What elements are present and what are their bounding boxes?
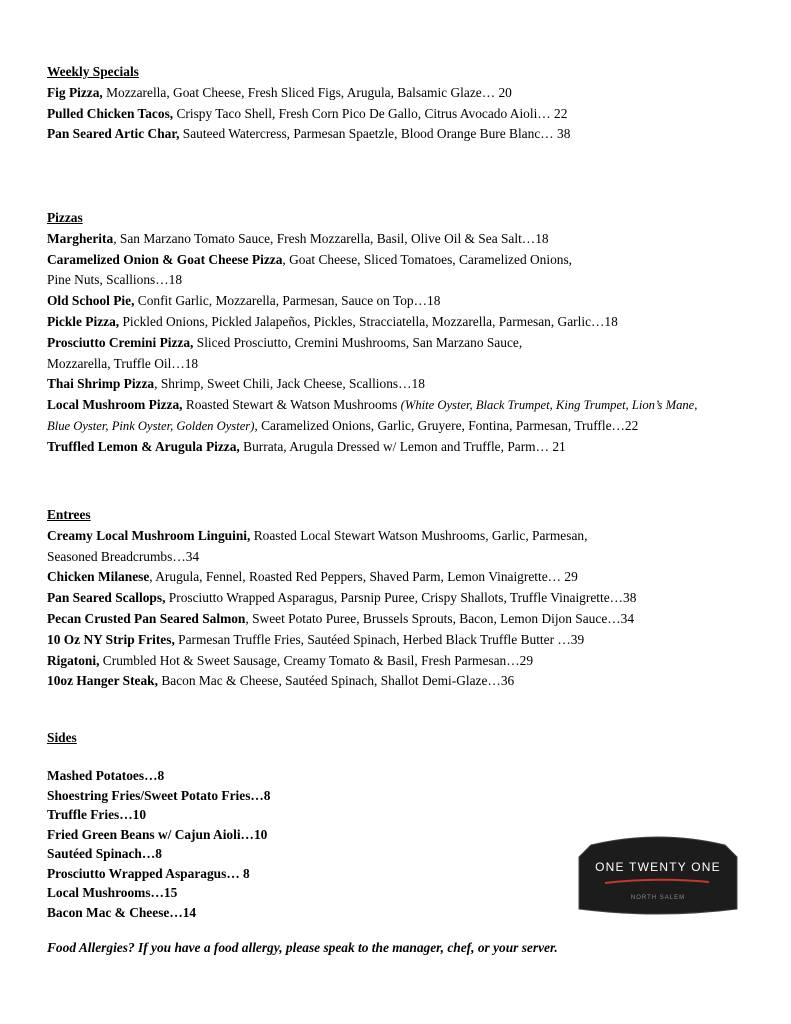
- item-desc: Pickled Onions, Pickled Jalapeños, Pickles, Stracciatella, Mozzarella, Parmesan, Garlic…18: [119, 313, 618, 329]
- menu-item: [47, 374, 751, 395]
- item-desc: Crumbled Hot & Sweet Sausage, Creamy Tomato & Basil, Fresh Parmesan…29: [99, 652, 534, 668]
- item-desc: , Shrimp, Sweet Chili, Jack Cheese, Scallions…18: [154, 376, 425, 392]
- item-desc: Mozzarella, Goat Cheese, Fresh Sliced Figs, Arugula, Balsamic Glaze… 20: [102, 84, 512, 100]
- weekly-specials-section: [47, 62, 751, 145]
- allergy-notice: Food Allergies? If you have a food allergy, please speak to the manager, chef, or your server.: [47, 940, 558, 955]
- menu-item: [47, 567, 751, 588]
- side-item: Shoestring Fries/Sweet Potato Fries…8: [47, 787, 271, 803]
- side-item: Prosciutto Wrapped Asparagus… 8: [47, 865, 250, 881]
- item-name: Caramelized Onion & Goat Cheese Pizza: [47, 251, 283, 267]
- menu-item: [47, 630, 751, 651]
- item-varieties: Blue Oyster, Pink Oyster, Golden Oyster): [47, 418, 255, 433]
- item-desc: , San Marzano Tomato Sauce, Fresh Mozzarella, Basil, Olive Oil & Sea Salt…18: [113, 230, 549, 246]
- item-desc: Prosciutto Wrapped Asparagus, Parsnip Puree, Crispy Shallots, Truffle Vinaigrette…38: [165, 590, 637, 606]
- menu-item: [47, 526, 751, 547]
- menu-item: [47, 395, 751, 416]
- item-name: 10 Oz NY Strip Frites,: [47, 631, 175, 647]
- menu-item: [47, 671, 751, 692]
- item-name: Margherita: [47, 230, 114, 246]
- item-desc: , Sweet Potato Puree, Brussels Sprouts, Bacon, Lemon Dijon Sauce…34: [245, 610, 635, 626]
- logo-badge-icon: [577, 827, 739, 917]
- item-name: Prosciutto Cremini Pizza,: [47, 334, 194, 350]
- item-desc: Crispy Taco Shell, Fresh Corn Pico De Gallo, Citrus Avocado Aioli… 22: [173, 105, 568, 121]
- allergy-notice-block: [47, 938, 751, 959]
- pizzas-heading: Pizzas: [47, 210, 83, 225]
- item-varieties: (White Oyster, Black Trumpet, King Trumpet, Lion’s Mane,: [400, 398, 698, 413]
- side-item: Sautéed Spinach…8: [47, 846, 162, 861]
- svg-text:ONE TWENTY ONE: ONE TWENTY ONE: [595, 860, 721, 874]
- entrees-heading: Entrees: [47, 507, 91, 522]
- item-desc: Bacon Mac & Cheese, Sautéed Spinach, Shallot Demi-Glaze…36: [157, 673, 515, 689]
- menu-item: [47, 250, 751, 271]
- item-name: Pulled Chicken Tacos,: [47, 105, 174, 121]
- menu-item-continuation: [47, 416, 751, 437]
- item-name: Fig Pizza,: [47, 84, 103, 100]
- item-name: Rigatoni,: [47, 652, 100, 668]
- menu-item: [47, 609, 751, 630]
- item-desc: Roasted Local Stewart Watson Mushrooms, Garlic, Parmesan,: [250, 527, 588, 543]
- restaurant-logo: [577, 827, 739, 917]
- item-desc: Sauteed Watercress, Parmesan Spaetzle, Blood Orange Bure Blanc… 38: [179, 126, 571, 142]
- menu-item-continuation: Pine Nuts, Scallions…18: [47, 272, 183, 288]
- menu-item: [47, 83, 751, 104]
- menu-item: [47, 124, 751, 145]
- side-item: Fried Green Beans w/ Cajun Aioli…10: [47, 826, 268, 842]
- menu-item: [47, 651, 751, 672]
- sides-heading-block: [47, 728, 751, 749]
- menu-item: [47, 588, 751, 609]
- item-name: Chicken Milanese: [47, 569, 150, 585]
- menu-item: [47, 229, 751, 250]
- sides-heading: Sides: [47, 730, 77, 745]
- item-name: Creamy Local Mushroom Linguini,: [47, 527, 251, 543]
- item-name: Pan Seared Scallops,: [47, 590, 166, 606]
- side-item: Bacon Mac & Cheese…14: [47, 904, 197, 920]
- item-name: Old School Pie,: [47, 293, 135, 309]
- weekly-specials-heading: Weekly Specials: [47, 64, 139, 79]
- item-desc: , Caramelized Onions, Garlic, Gruyere, Fontina, Parmesan, Truffle…22: [254, 417, 639, 433]
- side-item: Local Mushrooms…15: [47, 885, 178, 900]
- item-desc: Roasted Stewart & Watson Mushrooms: [182, 397, 401, 413]
- menu-item: [47, 291, 751, 312]
- item-desc: , Arugula, Fennel, Roasted Red Peppers, Shaved Parm, Lemon Vinaigrette… 29: [149, 569, 578, 585]
- item-name: Thai Shrimp Pizza: [47, 376, 155, 392]
- item-name: Local Mushroom Pizza,: [47, 397, 183, 413]
- item-desc: Parmesan Truffle Fries, Sautéed Spinach, Herbed Black Truffle Butter …39: [174, 631, 585, 647]
- item-desc: Confit Garlic, Mozzarella, Parmesan, Sauce on Top…18: [134, 293, 441, 309]
- menu-item: [47, 333, 751, 354]
- item-desc: Sliced Prosciutto, Cremini Mushrooms, San Marzano Sauce,: [193, 334, 523, 350]
- svg-text:NORTH SALEM: NORTH SALEM: [630, 895, 686, 901]
- side-item: Truffle Fries…10: [47, 807, 147, 822]
- item-name: 10oz Hanger Steak,: [47, 673, 158, 689]
- item-name: Truffled Lemon & Arugula Pizza,: [47, 438, 240, 454]
- item-name: Pan Seared Artic Char,: [47, 126, 180, 142]
- menu-item: [47, 312, 751, 333]
- entrees-section: [47, 505, 751, 692]
- menu-item: [47, 104, 751, 125]
- menu-item-continuation: Mozzarella, Truffle Oil…18: [47, 355, 199, 371]
- item-name: Pickle Pizza,: [47, 313, 120, 329]
- side-item: Mashed Potatoes…8: [47, 768, 165, 783]
- item-name: Pecan Crusted Pan Seared Salmon: [47, 610, 246, 626]
- pizzas-section: [47, 208, 751, 458]
- menu-item-continuation: Seasoned Breadcrumbs…34: [47, 548, 200, 564]
- menu-item: [47, 437, 751, 458]
- item-desc: , Goat Cheese, Sliced Tomatoes, Caramelized Onions,: [282, 251, 573, 267]
- item-desc: Burrata, Arugula Dressed w/ Lemon and Truffle, Parm… 21: [239, 438, 566, 454]
